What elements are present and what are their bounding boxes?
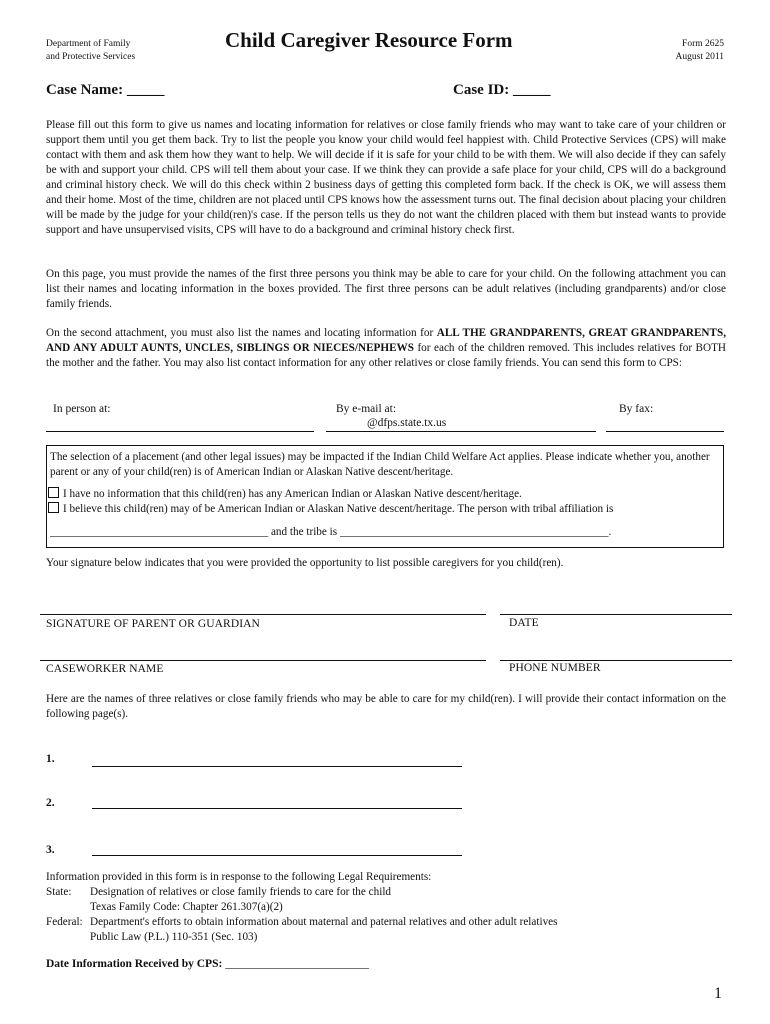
- instructions-paragraph-1: Please fill out this form to give us names and locating information for relatives or close family friends who may want to take care of your children or support them until you get them back. Try to list the people you know your child would feel happiest with. Child Protective Services (CPS) will make contact with them and ask them how they want to help. We will decide if it is safe for your child to be with them. We will also decide if they can safely be with and support your child. CPS will tell them about your case. If we think they can provide a safe place for your child, CPS will do a background and criminal history check. We will do this check within 2 business days of getting this completed form back. If the check is OK, we will assess them and their home. Most of the time, children are not placed until CPS knows how the assessment turns out. The final decision about placing your children will be made by the judge for your child(ren)'s case. If the person tells us they do not want the children placed with them but instead wants to provide support and have unsupervised visits, CPS will have to do a background and criminal history check first.: [46, 119, 726, 236]
- name-2-number: 2.: [46, 797, 55, 809]
- email-line[interactable]: [326, 431, 596, 432]
- person-affiliation-blank[interactable]: _______________________________________: [50, 526, 269, 538]
- case-name-blank[interactable]: _____: [126, 82, 165, 98]
- phone-number-line[interactable]: [500, 660, 732, 661]
- names-intro: Here are the names of three relatives or close family friends who may be able to care for my child(ren). I will provide their contact information on the following page(s).: [46, 693, 726, 720]
- date-label: DATE: [509, 617, 539, 629]
- p3-text-b: for each of the children removed. This includes relatives for BOTH the mother and the father. You may also list contact information for any other relatives or close family friends. You can send this form to CPS:: [46, 342, 727, 369]
- icwa-option-1[interactable]: [48, 487, 720, 502]
- icwa-tribe-row[interactable]: [50, 525, 722, 540]
- tribe-label: and the tribe is: [270, 526, 338, 538]
- fax-label: By fax:: [619, 403, 654, 415]
- icwa-option-2-label: I believe this child(ren) may of be American Indian or Alaskan Native descent/heritage. The person with tribal affiliation is: [63, 503, 614, 515]
- name-2-line[interactable]: [92, 808, 462, 809]
- tribe-blank[interactable]: ________________________________________________.: [339, 526, 612, 538]
- legal-federal-label: Federal:: [46, 916, 83, 928]
- date-line[interactable]: [500, 614, 732, 615]
- case-id-field[interactable]: [453, 82, 551, 99]
- agency-line-1: Department of Family: [46, 39, 131, 49]
- legal-federal-row: [46, 915, 736, 930]
- p3-text-a: On the second attachment, you must also list the names and locating information for: [46, 327, 437, 339]
- legal-state-line-1: Designation of relatives or close family friends to care for the child: [90, 886, 392, 898]
- checkbox-may-be[interactable]: [48, 502, 59, 513]
- case-name-label: Case Name:: [46, 82, 124, 98]
- parent-signature-label: SIGNATURE OF PARENT OR GUARDIAN: [46, 618, 260, 630]
- agency-name: [46, 38, 135, 64]
- case-id-blank[interactable]: _____: [513, 82, 551, 98]
- email-domain: @dfps.state.tx.us: [367, 417, 447, 429]
- legal-intro: Information provided in this form is in response to the following Legal Requirements:: [46, 871, 432, 883]
- agency-line-2: and Protective Services: [46, 52, 136, 62]
- form-title: Child Caregiver Resource Form: [225, 28, 513, 52]
- name-1-number: 1.: [46, 753, 55, 765]
- form-meta: [676, 38, 724, 64]
- caseworker-name-label: CASEWORKER NAME: [46, 663, 164, 675]
- legal-state-line-2: Texas Family Code: Chapter 261.307(a)(2): [90, 901, 283, 913]
- legal-federal-line-2: Public Law (P.L.) 110-351 (Sec. 103): [90, 931, 258, 943]
- phone-number-label: PHONE NUMBER: [509, 662, 601, 674]
- form-date: August 2011: [675, 52, 724, 62]
- email-label: By e-mail at:: [336, 403, 397, 415]
- fax-line[interactable]: [606, 431, 724, 432]
- p3-text-bold: ALL THE GRANDPARENTS, GREAT GRANDPARENTS, AND ANY ADULT AUNTS, UNCLES, SIBLINGS OR NIECES/NEPHEWS: [46, 327, 726, 354]
- icwa-option-1-label: I have no information that this child(ren) has any American Indian or Alaskan Native descent/heritage.: [63, 488, 522, 500]
- parent-signature-line[interactable]: [40, 614, 486, 615]
- name-3-line[interactable]: [92, 855, 462, 856]
- page-number: 1: [714, 985, 722, 1002]
- name-1-line[interactable]: [92, 766, 462, 767]
- case-id-label: Case ID:: [453, 82, 510, 98]
- in-person-label: In person at:: [53, 403, 111, 415]
- icwa-text: The selection of a placement (and other legal issues) may be impacted if the Indian Child Welfare Act applies. Please indicate whether you, another parent or any of your child(ren) is of American Indian or Alaskan Native descent/heritage.: [50, 451, 710, 478]
- caseworker-name-line[interactable]: [40, 660, 486, 661]
- date-received-row[interactable]: [46, 958, 369, 970]
- legal-state-label: State:: [46, 886, 72, 898]
- instructions-paragraph-3: [46, 326, 726, 371]
- date-received-label: Date Information Received by CPS:: [46, 958, 223, 970]
- form-number: Form 2625: [682, 39, 724, 49]
- legal-federal-line-1: Department's efforts to obtain information about maternal and paternal relatives and other adult relatives: [90, 916, 558, 928]
- icwa-option-2[interactable]: [48, 502, 720, 517]
- in-person-line[interactable]: [46, 431, 314, 432]
- case-name-field[interactable]: [46, 82, 164, 99]
- legal-requirements: [46, 870, 736, 945]
- checkbox-no-info[interactable]: [48, 487, 59, 498]
- signature-note: Your signature below indicates that you were provided the opportunity to list possible caregivers for you child(ren).: [46, 557, 564, 569]
- legal-state-row: [46, 885, 736, 900]
- instructions-paragraph-2: On this page, you must provide the names of the first three persons you think may be able to care for your child. On the following attachment you can list their names and locating information in the boxes provided. The first three persons can be adult relatives (including grandparents) and/or close family friends.: [46, 268, 726, 310]
- name-3-number: 3.: [46, 844, 55, 856]
- date-received-blank[interactable]: _________________________: [225, 958, 369, 970]
